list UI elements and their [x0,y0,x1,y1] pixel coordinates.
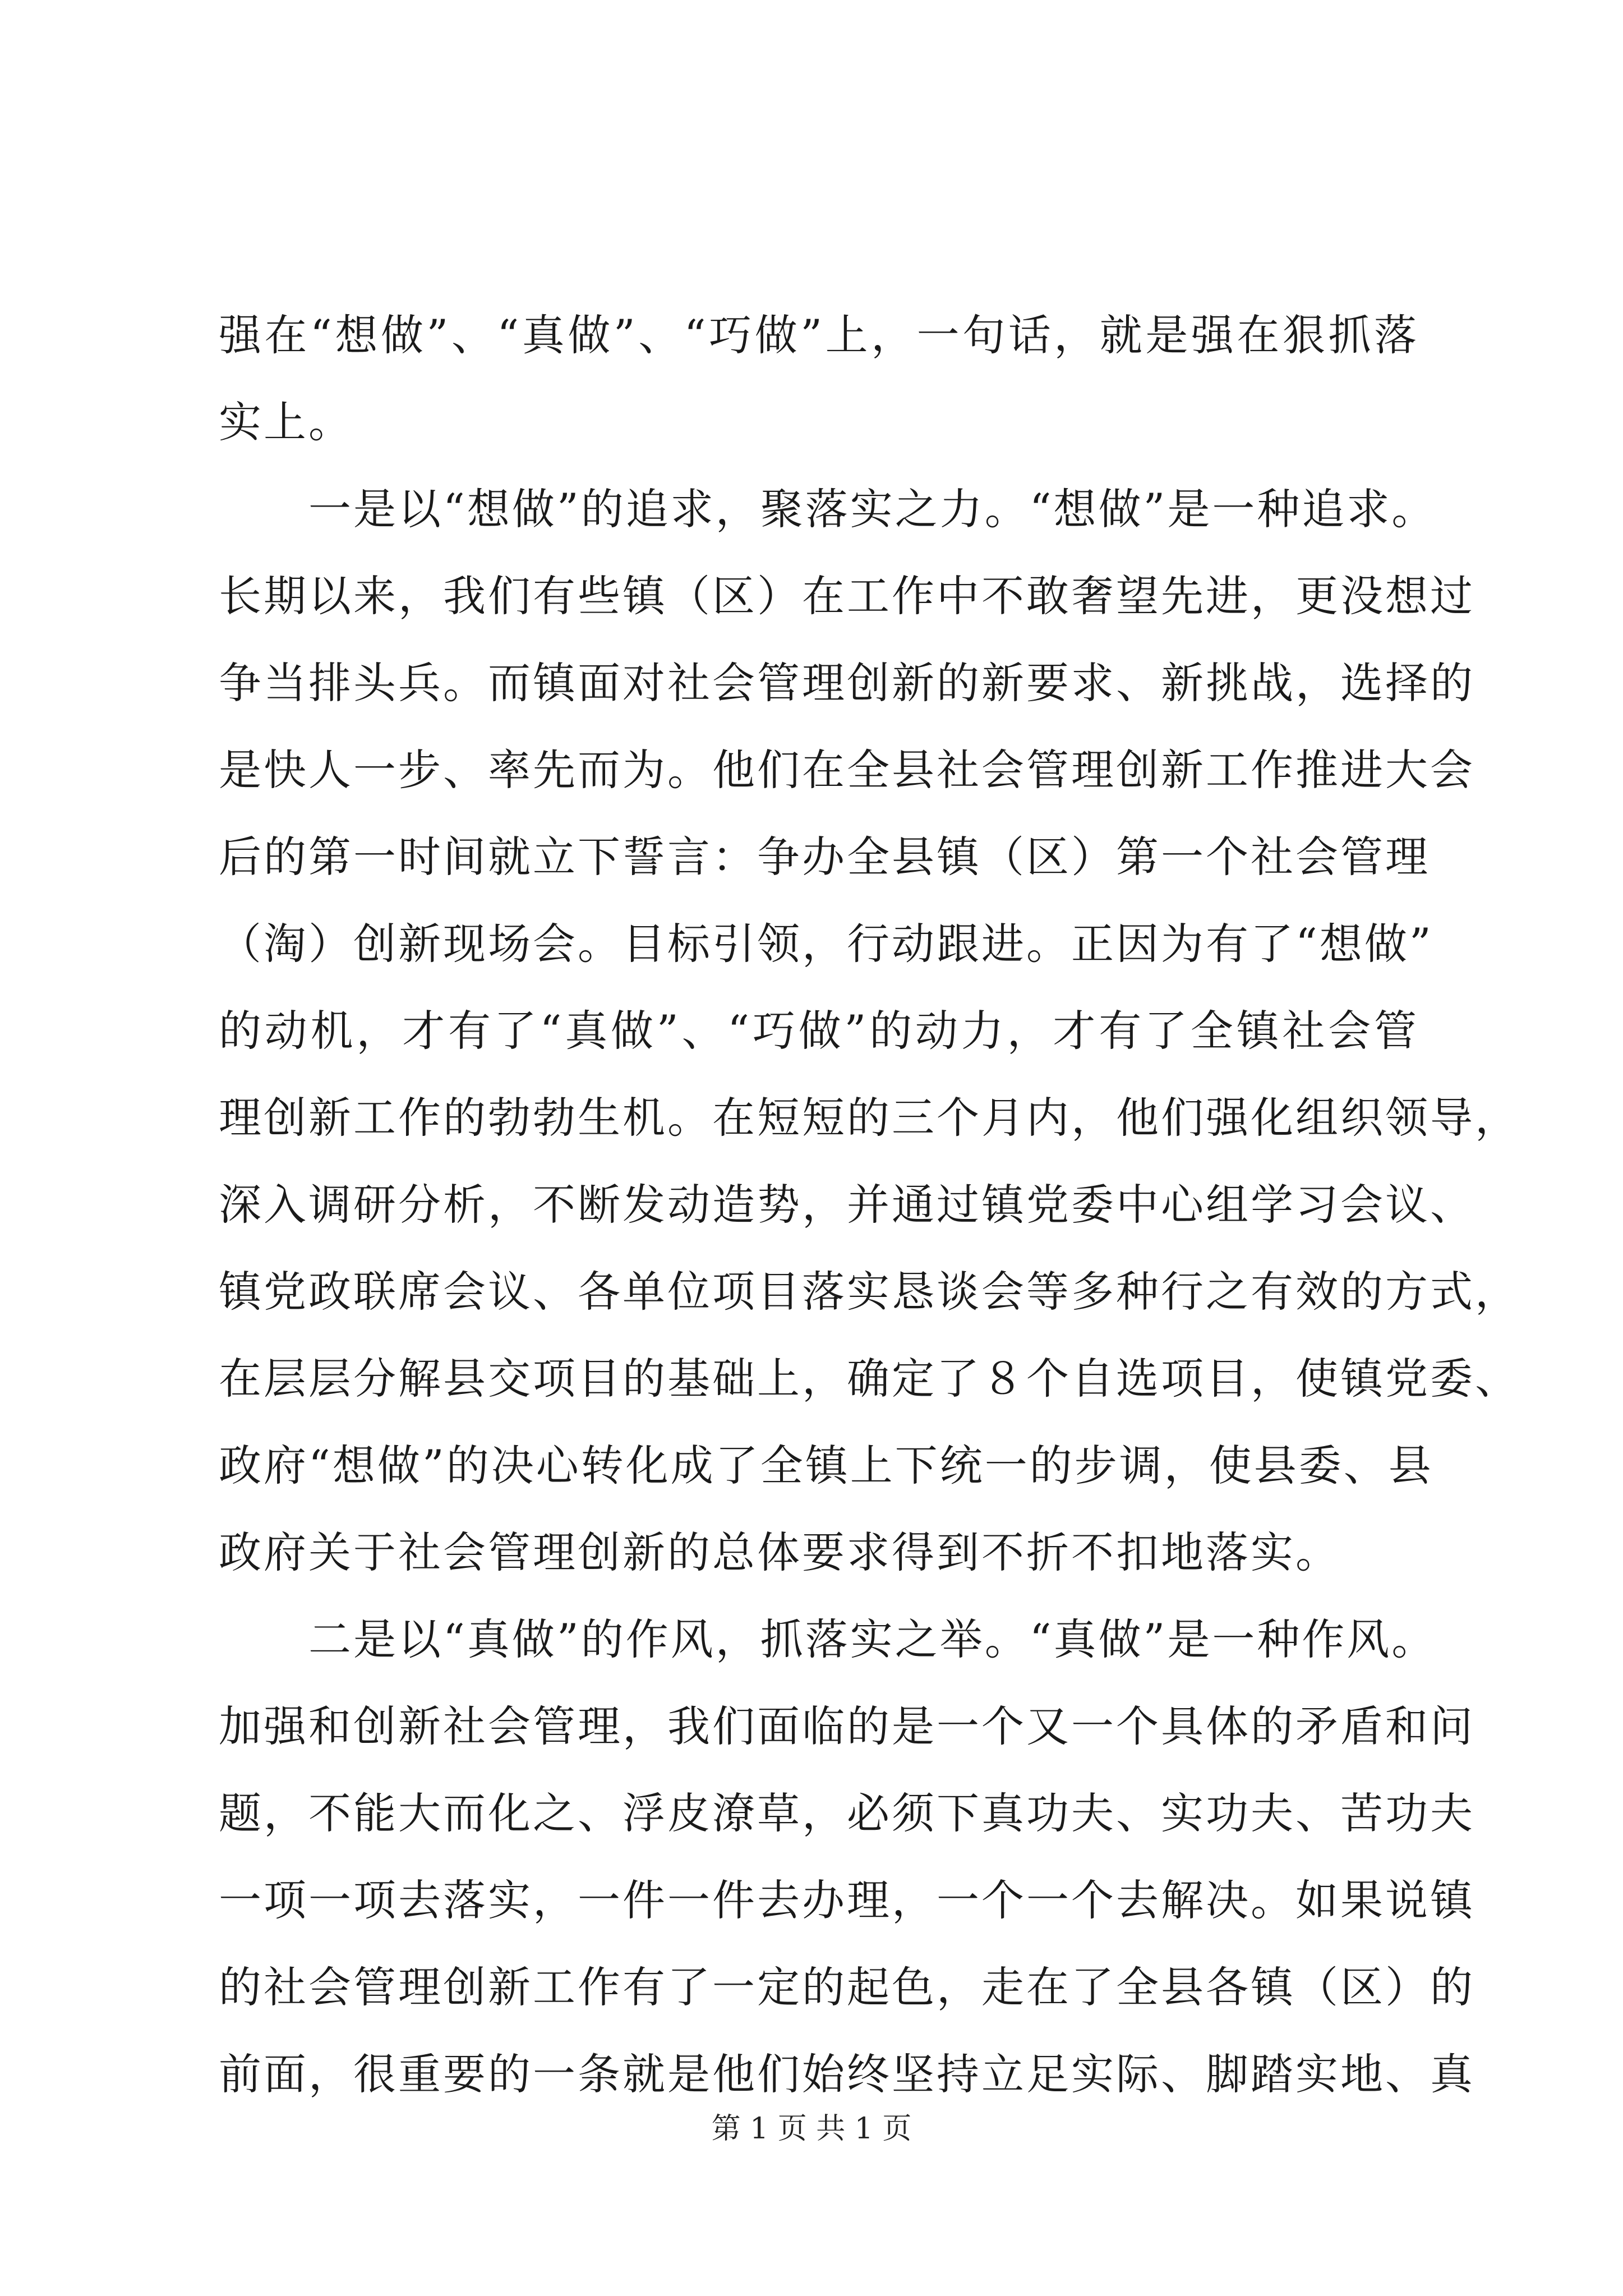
text-line: 政府关于社会管理创新的总体要求得到不折不扣地落实。 [219,1527,1340,1577]
text-line: 长期以来，我们有些镇（区）在工作中不敢奢望先进，更没想过 [219,571,1475,621]
text-line: 深入调研分析，不断发动造势，并通过镇党委中心组学习会议、 [219,1180,1475,1230]
text-line: 一是以“想做”的追求，聚落实之力。“想做”是一种追求。 [219,484,1437,534]
text-line: 政府“想做”的决心转化成了全镇上下统一的步调，使县委、县 [219,1441,1433,1490]
text-line: 后的第一时间就立下誓言：争办全县镇（区）第一个社会管理 [219,832,1430,882]
document-body [219,292,1520,2118]
text-line: 一项一项去落实，一件一件去办理，一个一个去解决。如果说镇 [219,1875,1475,1925]
text-line: 前面，很重要的一条就是他们始终坚持立足实际、脚踏实地、真 [219,2049,1475,2099]
text-line: 二是以“真做”的作风，抓落实之举。“真做”是一种作风。 [219,1614,1437,1664]
text-line: 是快人一步、率先而为。他们在全县社会管理创新工作推进大会 [219,745,1475,795]
text-line: 理创新工作的勃勃生机。在短短的三个月内，他们强化组织领导， [219,1093,1520,1143]
page-footer: 第 1 页 共 1 页 [711,2112,912,2146]
text-line: 争当排头兵。而镇面对社会管理创新的新要求、新挑战，选择的 [219,658,1475,708]
text-line: 加强和创新社会管理，我们面临的是一个又一个具体的矛盾和问 [219,1701,1475,1751]
text-line: 在层层分解县交项目的基础上，确定了８个自选项目，使镇党委、 [219,1354,1520,1404]
text-line: 的社会管理创新工作有了一定的起色，走在了全县各镇（区）的 [219,1962,1475,2012]
text-line: （淘）创新现场会。目标引领，行动跟进。正因为有了“想做” [219,919,1433,969]
text-line: 实上。 [219,397,353,447]
text-line: 题，不能大而化之、浮皮潦草，必须下真功夫、实功夫、苦功夫 [219,1788,1475,1838]
text-line: 强在“想做”、“真做”、“巧做”上，一句话，就是强在狠抓落 [219,310,1419,360]
text-line: 镇党政联席会议、各单位项目落实恳谈会等多种行之有效的方式， [219,1267,1520,1317]
text-line: 的动机，才有了“真做”、“巧做”的动力，才有了全镇社会管 [219,1006,1419,1056]
